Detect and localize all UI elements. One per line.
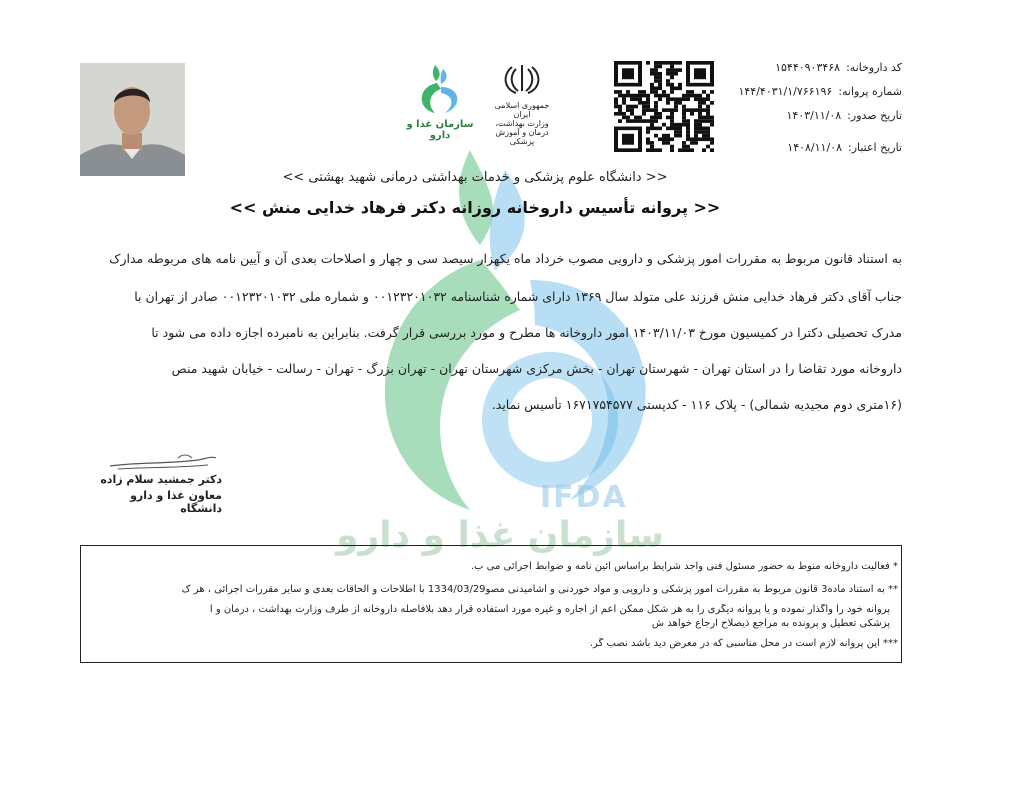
validity-date-label: تاریخ اعتبار: bbox=[847, 141, 902, 154]
issue-date-label: تاریخ صدور: bbox=[847, 109, 902, 122]
issue-date-value: ۱۴۰۳/۱۱/۰۸ bbox=[786, 109, 842, 122]
ministry-logo-caption: وزارت بهداشت، درمان و آموزش پزشکی bbox=[495, 119, 549, 146]
validity-date-value: ۱۴۰۸/۱۱/۰۸ bbox=[787, 141, 842, 154]
body-line-4: داروخانه مورد تقاضا را در استان تهران - شهرستان تهران - بخش مرکزی شهرستان تهران - تهران بزرگ - تهران - رسالت - خیابان شهید منص bbox=[171, 361, 902, 376]
ministry-logo-caption2: جمهوری اسلامی ایران bbox=[494, 101, 550, 119]
signature-strokes bbox=[108, 452, 220, 472]
body-line-5: (۱۶متری دوم مجیدیه شمالی) - پلاک ۱۱۶ - کدپستی ۱۶۷۱۷۵۴۵۷۷ تأسیس نماید. bbox=[491, 397, 902, 412]
body-line-1: به استناد قانون مربوط به مقررات امور پزشکی و دارویی مصوب خرداد ماه یکهزار سیصد سی و چهار و اصلاحات بعدی آن و آیین نامه های مربوطه مدارک bbox=[109, 251, 902, 266]
validity-date-line bbox=[740, 141, 902, 154]
qr-code bbox=[614, 61, 714, 152]
license-number-line bbox=[720, 85, 902, 98]
license-number-label: شماره پروانه: bbox=[838, 85, 902, 98]
watermark-acronym: IFDA bbox=[540, 480, 628, 515]
fda-logo-caption: سازمان غذا و دارو bbox=[406, 119, 474, 141]
license-number-value: ۱۴۴/۴۰۳۱/۱/۷۶۶۱۹۶ bbox=[738, 85, 833, 98]
pharmacy-code-value: ۱۵۴۴۰۹۰۳۴۶۸ bbox=[775, 61, 841, 74]
note-1: * فعالیت داروخانه منوط به حضور مسئول فنی واجد شرایط براساس آئین نامه و ضوابط اجرائی می ب. bbox=[470, 561, 898, 572]
note-3: پروانه خود را واگذار نموده و یا پروانه دیگری را به هر شکل ممکن اعم از اجاره و غیره مورد استفاده قرار دهد بلافاصله داروخانه از طرف وزارت بهداشت ، درمان و آ bbox=[209, 604, 890, 615]
pharmacy-code-label: کد داروخانه: bbox=[846, 61, 902, 74]
applicant-photo bbox=[80, 63, 185, 176]
issue-date-line bbox=[740, 109, 902, 122]
signatory-name: دکتر جمشید سلام زاده bbox=[100, 473, 222, 486]
university-heading: << دانشگاه علوم پزشکی و خدمات بهداشتی درمانی شهید بهشتی >> bbox=[282, 170, 668, 185]
fda-logo bbox=[405, 63, 475, 141]
qr-code-icon bbox=[614, 61, 714, 152]
license-title: << پروانه تأسیس داروخانه روزانه دکتر فرهاد خدایی منش >> bbox=[229, 198, 721, 217]
fda-logo-icon bbox=[405, 63, 475, 115]
note-2: ** به استناد ماده3 قانون مربوط به مقررات امور پزشکی و دارویی و مواد خوردنی و آشامیدنی مصو1334/03/29 با اطلاحات و الحاقات بعدی و سایر مقررات اجرائی ، هر ک bbox=[181, 584, 898, 595]
note-5: *** این پروانه لازم است در محل مناسبی که در معرض دید باشد نصب گر. bbox=[589, 638, 898, 649]
pharmacy-code-line bbox=[740, 61, 902, 74]
body-line-2: جناب آقای دکتر فرهاد خدایی منش فرزند علی متولد سال ۱۳۶۹ دارای شماره شناسنامه ۰۰۱۲۳۲۰۱۰۳۲ و شماره ملی ۰۰۱۲۳۲۰۱۰۳۲ صادر از تهران با bbox=[134, 289, 902, 304]
signatory-title: معاون غذا و دارو دانشگاه bbox=[130, 489, 222, 515]
iran-emblem-icon bbox=[488, 63, 556, 97]
body-line-3: مدرک تحصیلی دکترا در کمیسیون مورخ ۱۴۰۳/۱۱/۰۳ امور داروخانه ها مطرح و مورد بررسی قرار گرفت. بنابراین به نامبرده اجازه داده می شود تا bbox=[151, 325, 902, 340]
ministry-logo bbox=[488, 63, 556, 146]
watermark-arabic-text: سازمان غذا و دارو bbox=[336, 515, 664, 556]
note-4: پزشکی تعطیل و پرونده به مراجع ذیصلاح ارجاع خواهد ش bbox=[651, 618, 890, 629]
